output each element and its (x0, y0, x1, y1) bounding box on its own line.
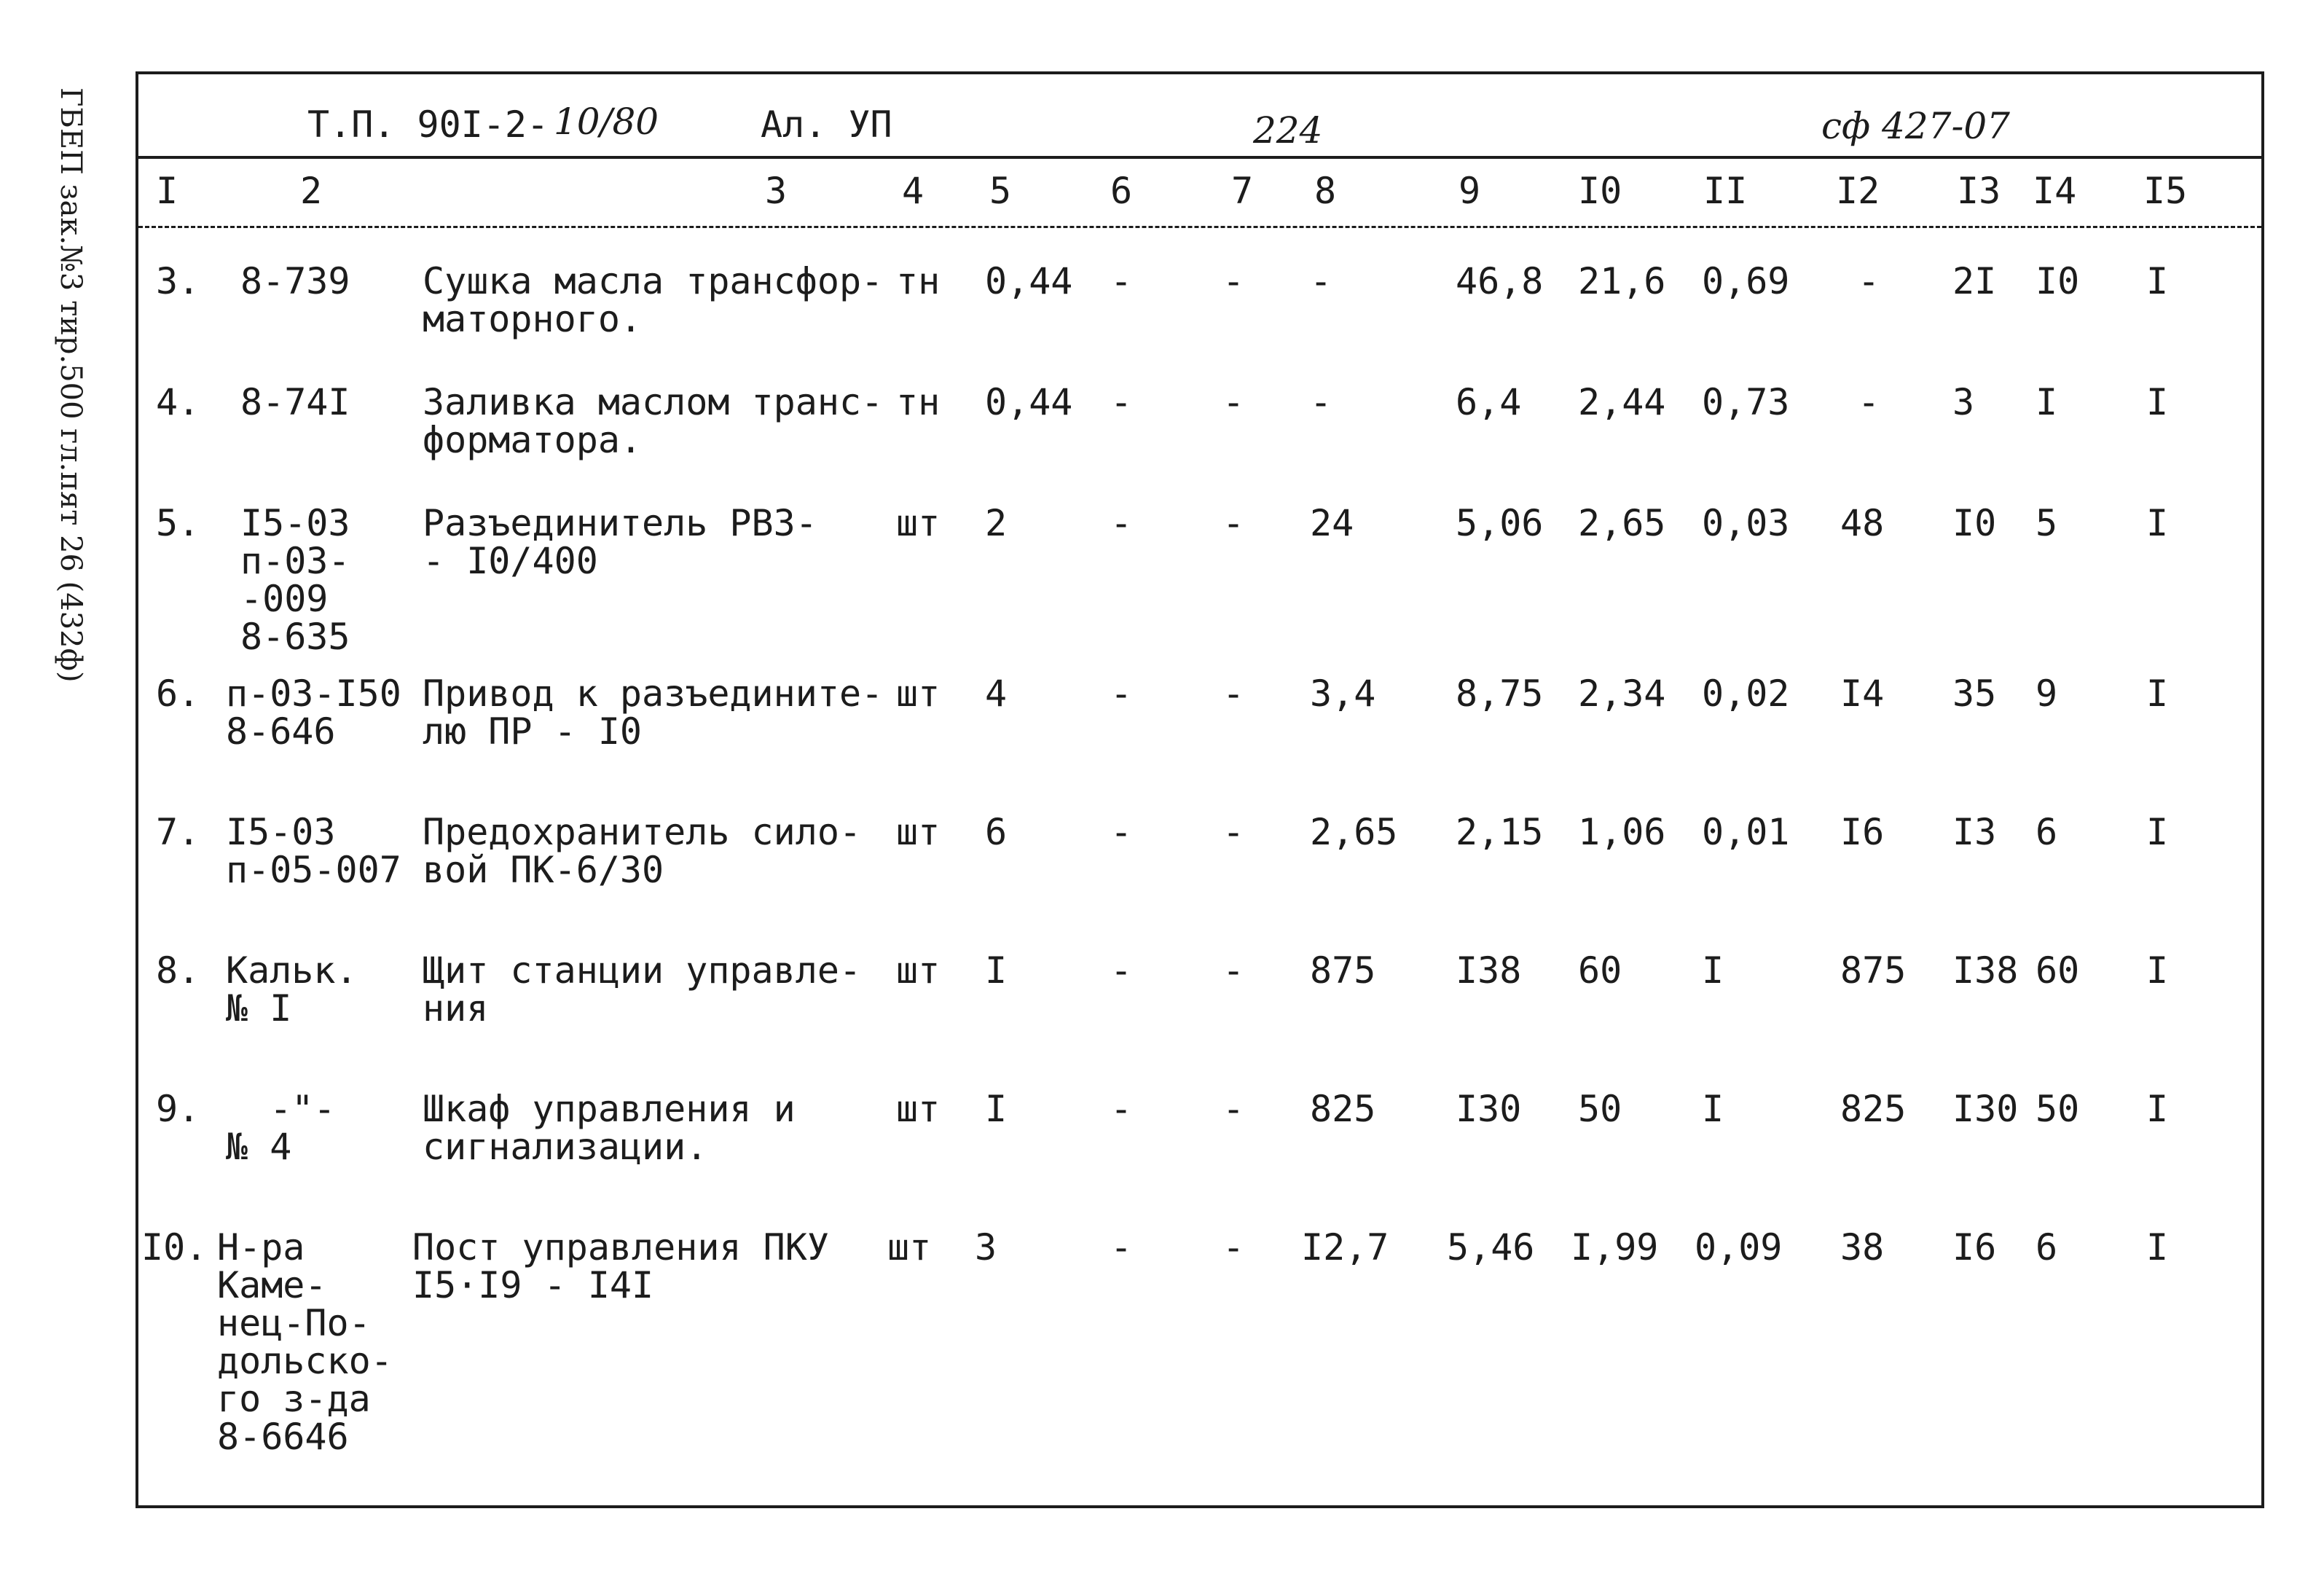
side-note-text: ГБЕП зак.№3 тир.500 гл.пят 26 (432ф) (54, 87, 87, 683)
unit: шт (896, 673, 941, 715)
column-number: 8 (1314, 170, 1337, 212)
row-number: 9. (156, 1088, 200, 1130)
column-number: I2 (1836, 170, 1880, 212)
col-15: I (2146, 673, 2169, 715)
col-11: 0,03 (1702, 502, 1790, 544)
col-7: - (1222, 673, 1245, 715)
col-14: 50 (2036, 1088, 2080, 1130)
work-name: Пост управления ПКУ I5·I9 - I4I (412, 1226, 829, 1306)
quantity: 3 (975, 1226, 997, 1268)
rate-code: I5-03 п-05-007 (226, 811, 401, 891)
col-11: I (1702, 1088, 1724, 1130)
col-11: 0,01 (1702, 811, 1790, 853)
document-code: сф 427-07 (1821, 105, 2010, 147)
col-9: 5,06 (1456, 502, 1544, 544)
col-7: - (1222, 949, 1245, 992)
col-15: I (2146, 1226, 2169, 1268)
title-row (138, 74, 2261, 159)
quantity: 2 (985, 502, 1008, 544)
col-6: - (1110, 1088, 1133, 1130)
col-10: 50 (1578, 1088, 1622, 1130)
project-number: Т.П. 90I-2- (307, 103, 549, 146)
col-8: I2,7 (1301, 1226, 1389, 1268)
col-8: 3,4 (1310, 673, 1376, 715)
unit: шт (896, 1088, 941, 1130)
row-number: I0. (141, 1226, 208, 1268)
column-number: 9 (1459, 170, 1481, 212)
col-7: - (1222, 1226, 1245, 1268)
quantity: 6 (985, 811, 1008, 853)
col-12: - (1858, 260, 1880, 302)
rate-code: 8-739 (240, 260, 350, 302)
unit: шт (887, 1226, 932, 1268)
column-number: I3 (1957, 170, 2001, 212)
col-7: - (1222, 1088, 1245, 1130)
unit: тн (896, 260, 941, 302)
col-9: 8,75 (1456, 673, 1544, 715)
col-12: - (1858, 381, 1880, 423)
work-name: Щит станции управле- ния (423, 949, 862, 1030)
rate-code: Кальк. № I (226, 949, 358, 1030)
col-15: I (2146, 381, 2169, 423)
column-number: II (1703, 170, 1748, 212)
col-9: I38 (1456, 949, 1522, 992)
col-13: I3 (1952, 811, 1997, 853)
work-name: Предохранитель сило- вой ПК-6/30 (423, 811, 862, 891)
col-14: 60 (2036, 949, 2080, 992)
rate-code: I5-03 п-03- -009 8-635 (240, 502, 350, 658)
col-12: 48 (1840, 502, 1885, 544)
col-8: 875 (1310, 949, 1376, 992)
col-12: 38 (1840, 1226, 1885, 1268)
rate-code: 8-74I (240, 381, 350, 423)
row-number: 5. (156, 502, 200, 544)
col-13: 2I (1952, 260, 1997, 302)
col-7: - (1222, 381, 1245, 423)
col-6: - (1110, 381, 1133, 423)
row-number: 7. (156, 811, 200, 853)
col-7: - (1222, 260, 1245, 302)
col-14: 6 (2036, 1226, 2058, 1268)
column-number: 6 (1110, 170, 1133, 212)
col-9: 2,15 (1456, 811, 1544, 853)
unit: шт (896, 811, 941, 853)
row-number: 6. (156, 673, 200, 715)
col-6: - (1110, 673, 1133, 715)
col-11: I (1702, 949, 1724, 992)
col-13: I30 (1952, 1088, 2019, 1130)
unit: шт (896, 502, 941, 544)
col-8: 24 (1310, 502, 1354, 544)
col-11: 0,73 (1702, 381, 1790, 423)
col-8: 825 (1310, 1088, 1376, 1130)
col-8: - (1310, 260, 1332, 302)
col-10: 60 (1578, 949, 1622, 992)
col-13: I0 (1952, 502, 1997, 544)
quantity: I (985, 949, 1008, 992)
col-9: 6,4 (1456, 381, 1522, 423)
col-9: 46,8 (1456, 260, 1544, 302)
quantity: 4 (985, 673, 1008, 715)
work-name: Заливка маслом транс- форматора. (423, 381, 884, 461)
column-number: I4 (2033, 170, 2077, 212)
col-15: I (2146, 1088, 2169, 1130)
col-6: - (1110, 260, 1133, 302)
col-14: 9 (2036, 673, 2058, 715)
column-number: 4 (902, 170, 925, 212)
col-15: I (2146, 949, 2169, 992)
col-12: 875 (1840, 949, 1907, 992)
column-number: I (156, 170, 178, 212)
col-15: I (2146, 811, 2169, 853)
column-number: 3 (765, 170, 788, 212)
album-number: Ал. УП (761, 103, 892, 146)
page-number: 224 (1253, 109, 1323, 152)
col-10: 2,44 (1578, 381, 1666, 423)
rate-code: п-03-I50 8-646 (226, 673, 401, 753)
quantity: 0,44 (985, 381, 1073, 423)
col-6: - (1110, 1226, 1133, 1268)
col-8: 2,65 (1310, 811, 1398, 853)
col-7: - (1222, 811, 1245, 853)
col-6: - (1110, 949, 1133, 992)
row-number: 3. (156, 260, 200, 302)
margin-note (44, 87, 102, 1107)
unit: тн (896, 381, 941, 423)
col-11: 0,69 (1702, 260, 1790, 302)
column-number: 2 (300, 170, 323, 212)
work-name: Шкаф управления и сигнализации. (423, 1088, 796, 1168)
column-number-row (138, 157, 2261, 228)
col-14: 6 (2036, 811, 2058, 853)
col-10: 2,65 (1578, 502, 1666, 544)
col-9: I30 (1456, 1088, 1522, 1130)
work-name: Сушка масла трансфор- маторного. (423, 260, 884, 340)
project-number-handwritten: 10/80 (554, 101, 659, 143)
column-number: I5 (2143, 170, 2188, 212)
row-number: 4. (156, 381, 200, 423)
column-number: 7 (1231, 170, 1254, 212)
unit: шт (896, 949, 941, 992)
col-13: I38 (1952, 949, 2019, 992)
col-14: 5 (2036, 502, 2058, 544)
row-number: 8. (156, 949, 200, 992)
column-number: I0 (1578, 170, 1622, 212)
col-10: 1,06 (1578, 811, 1666, 853)
column-number: 5 (989, 170, 1012, 212)
col-14: I0 (2036, 260, 2080, 302)
quantity: I (985, 1088, 1008, 1130)
col-10: I,99 (1571, 1226, 1659, 1268)
col-13: I6 (1952, 1226, 1997, 1268)
col-11: 0,02 (1702, 673, 1790, 715)
work-name: Привод к разъедините- лю ПР - I0 (423, 673, 884, 753)
col-14: I (2036, 381, 2058, 423)
col-12: 825 (1840, 1088, 1907, 1130)
col-11: 0,09 (1695, 1226, 1783, 1268)
document-frame (136, 71, 2264, 1508)
rate-code: -"- № 4 (226, 1088, 336, 1168)
col-6: - (1110, 502, 1133, 544)
col-9: 5,46 (1447, 1226, 1535, 1268)
col-8: - (1310, 381, 1332, 423)
col-15: I (2146, 260, 2169, 302)
quantity: 0,44 (985, 260, 1073, 302)
col-7: - (1222, 502, 1245, 544)
col-12: I6 (1840, 811, 1885, 853)
col-12: I4 (1840, 673, 1885, 715)
col-15: I (2146, 502, 2169, 544)
col-13: 35 (1952, 673, 1997, 715)
rate-code: Н-ра Каме- нец-По- дольско- го з-да 8-6646 (217, 1226, 393, 1458)
col-6: - (1110, 811, 1133, 853)
col-13: 3 (1952, 381, 1975, 423)
col-10: 21,6 (1578, 260, 1666, 302)
col-10: 2,34 (1578, 673, 1666, 715)
work-name: Разъединитель РВЗ- - I0/400 (423, 502, 817, 582)
